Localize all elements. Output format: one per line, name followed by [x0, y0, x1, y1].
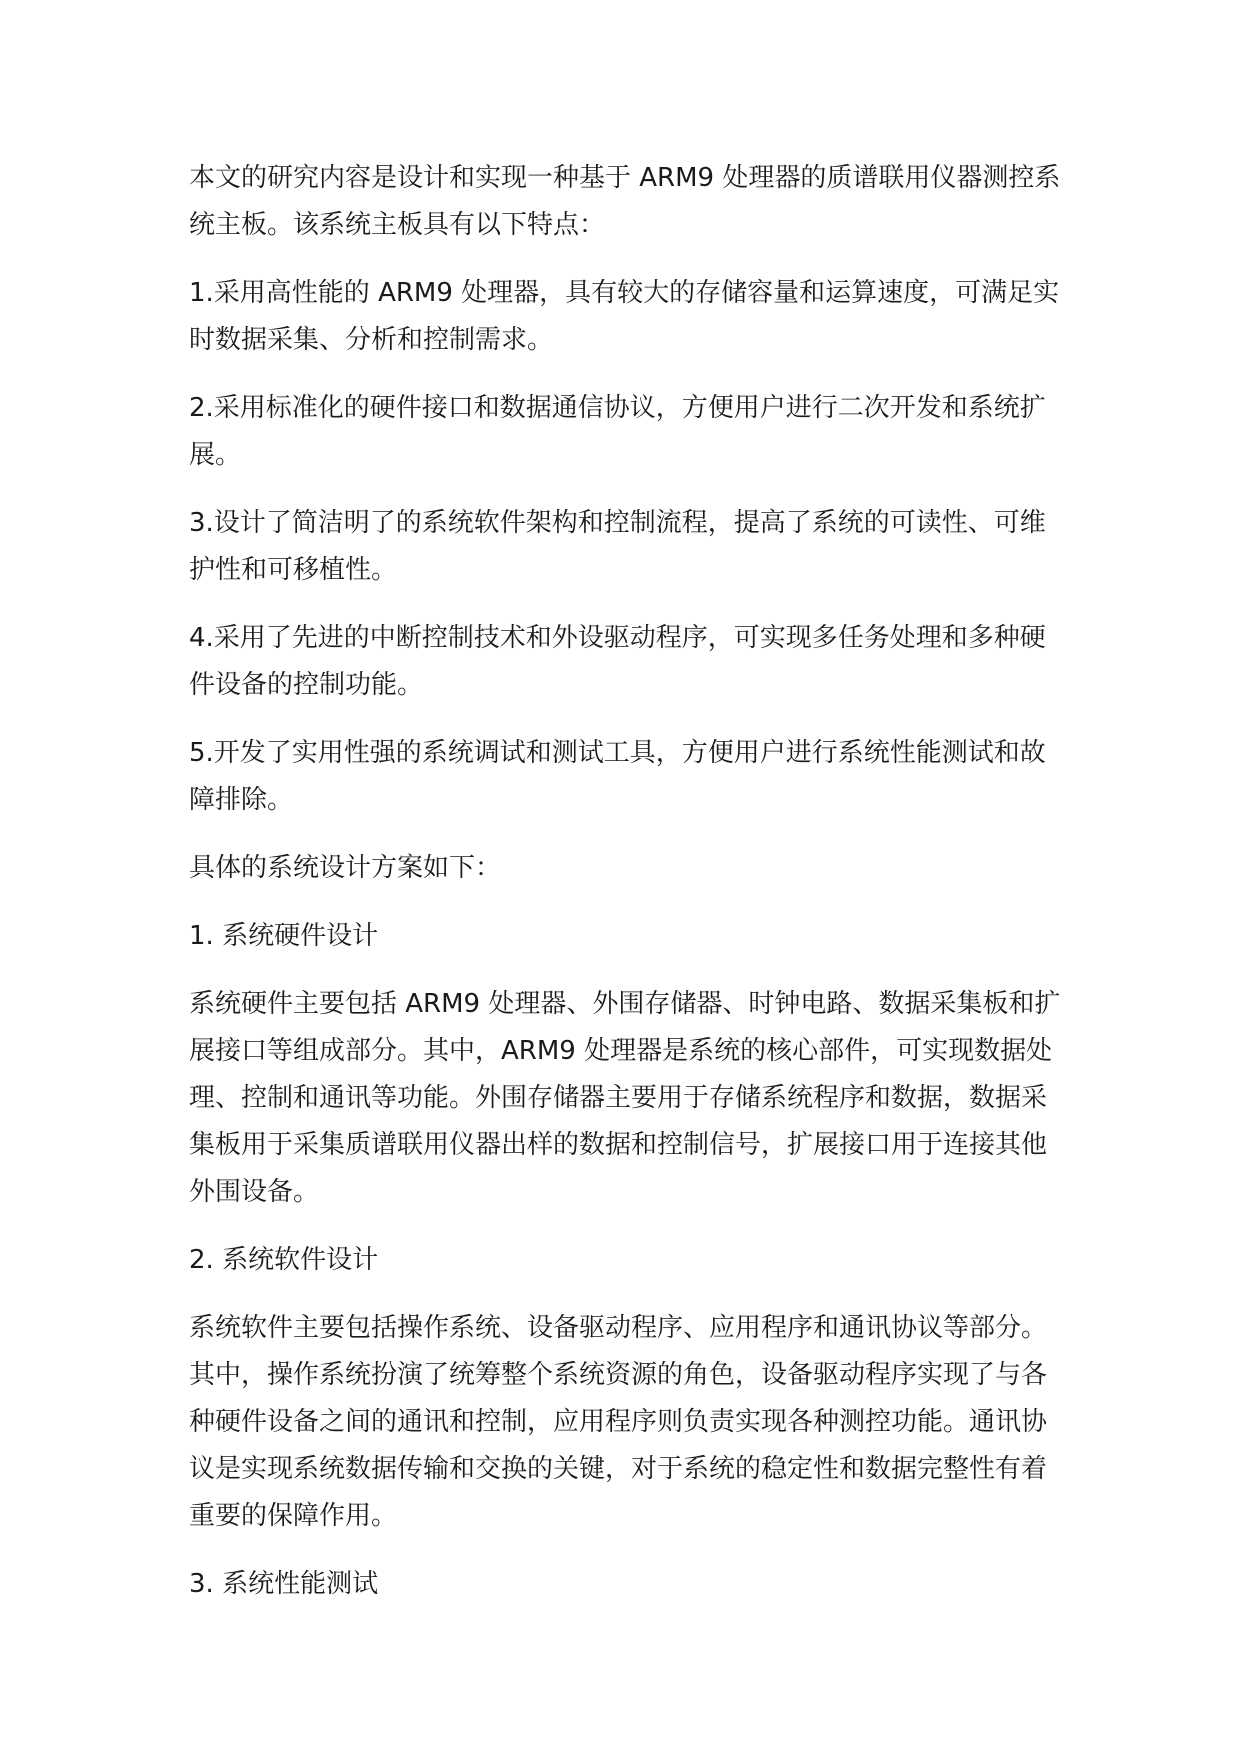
section-heading-performance: 3. 系统性能测试 — [189, 1569, 379, 1599]
software-paragraph: 系统软件主要包括操作系统、设备驱动程序、应用程序和通讯协议等部分。其中，操作系统扮演了统筹整个系统资源的角色，设备驱动程序实现了与各种硬件设备之间的通讯和控制，应用程序则负责实现各种测控功能。通讯协议是实现系统数据传输和交换的关键，对于系统的稳定性和数据完整性有着重要的保障作用。 — [189, 1313, 1048, 1531]
section-heading-hardware: 1. 系统硬件设计 — [189, 921, 379, 951]
feature-item-3: 3.设计了简洁明了的系统软件架构和控制流程，提高了系统的可读性、可维护性和可移植性。 — [189, 508, 1046, 585]
feature-item-2: 2.采用标准化的硬件接口和数据通信协议，方便用户进行二次开发和系统扩展。 — [189, 393, 1046, 470]
section-heading-software: 2. 系统软件设计 — [189, 1245, 379, 1275]
feature-item-5: 5.开发了实用性强的系统调试和测试工具，方便用户进行系统性能测试和故障排除。 — [189, 738, 1046, 815]
intro-paragraph: 本文的研究内容是设计和实现一种基于 ARM9 处理器的质谱联用仪器测控系统主板。该系统主板具有以下特点： — [189, 163, 1061, 240]
feature-item-4: 4.采用了先进的中断控制技术和外设驱动程序，可实现多任务处理和多种硬件设备的控制功能。 — [189, 623, 1046, 700]
hardware-paragraph: 系统硬件主要包括 ARM9 处理器、外围存储器、时钟电路、数据采集板和扩展接口等组成部分。其中，ARM9 处理器是系统的核心部件，可实现数据处理、控制和通讯等功能。外围存储器主要用于存储系统程序和数据，数据采集板用于采集质谱联用仪器出样的数据和控制信号，扩展接口用于连接其他外围设备。 — [189, 989, 1061, 1207]
document-body — [189, 155, 1069, 1629]
design-plan-intro: 具体的系统设计方案如下： — [189, 853, 502, 883]
feature-item-1: 1.采用高性能的 ARM9 处理器，具有较大的存储容量和运算速度，可满足实时数据采集、分析和控制需求。 — [189, 278, 1060, 355]
